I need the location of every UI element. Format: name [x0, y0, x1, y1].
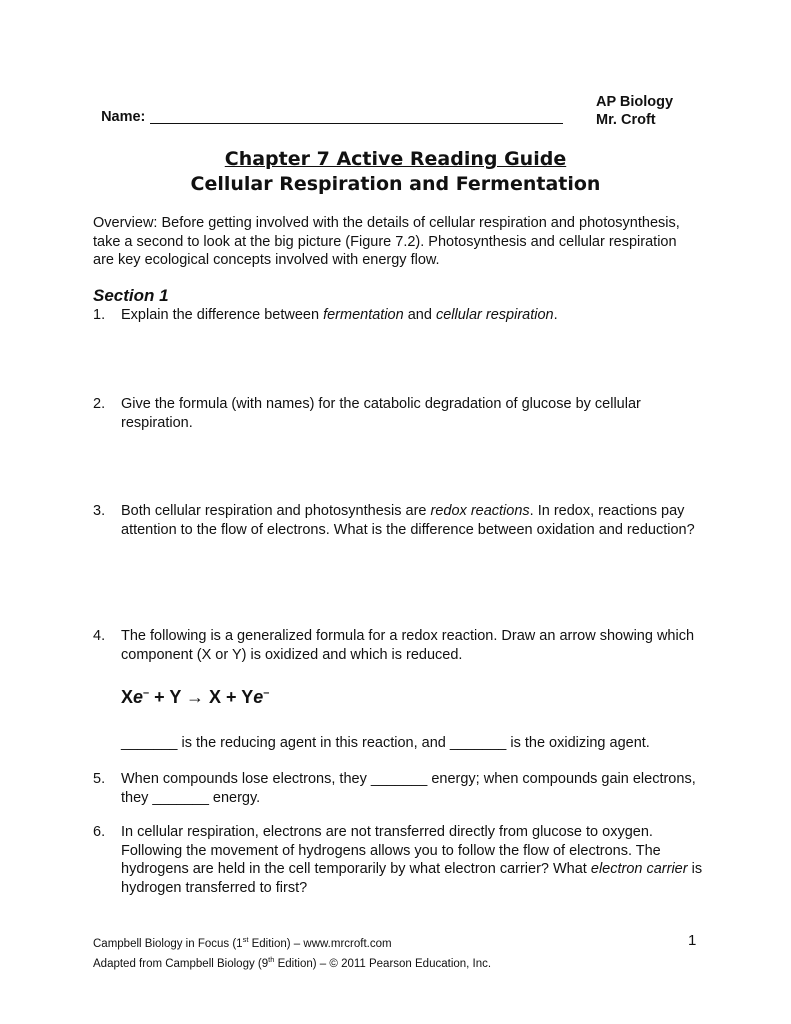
- question-number: 1.: [93, 307, 106, 323]
- question-2: [93, 395, 703, 432]
- chapter-subtitle: Cellular Respiration and Fermentation: [190, 173, 601, 195]
- agent-fill-in: _______ is the reducing agent in this reaction, and _______ is the oxidizing agent.: [121, 735, 650, 751]
- name-blank-line[interactable]: [150, 109, 563, 124]
- question-4: [93, 627, 703, 664]
- question-number: 6.: [93, 824, 106, 840]
- overview-paragraph: Overview: Before getting involved with the details of cellular respiration and photosynthesis, take a second to look at the big picture (Figure 7.2). Photosynthesis and cellular respiration are key ecological concepts involved with energy flow.: [93, 215, 680, 268]
- chapter-title: Chapter 7 Active Reading Guide: [224, 148, 567, 170]
- footer-line-1: Campbell Biology in Focus (1st Edition) – www.mrcroft.com: [93, 935, 392, 950]
- question-text: Both cellular respiration and photosynthesis are redox reactions. In redox, reactions pay attention to the flow of electrons. What is the difference between oxidation and reduction?: [121, 503, 695, 538]
- question-5: [93, 770, 703, 807]
- course-info: [596, 93, 673, 129]
- question-number: 4.: [93, 628, 106, 644]
- question-1: [93, 306, 703, 325]
- teacher-name: Mr. Croft: [596, 112, 656, 128]
- page-footer: [93, 932, 491, 972]
- question-text: In cellular respiration, electrons are not transferred directly from glucose to oxygen. Following the movement of hydrogens allows you to follow the flow of electrons. The hydrogens are held in the cell temporarily by what electron carrier? What electron carrier is hydrogen transferred to first?: [121, 824, 703, 896]
- footer-line-2: Adapted from Campbell Biology (9th Edition) – © 2011 Pearson Education, Inc.: [93, 955, 492, 970]
- question-6: [93, 823, 703, 897]
- question-text: Give the formula (with names) for the catabolic degradation of glucose by cellular respiration.: [121, 396, 641, 431]
- redox-formula: Xe– + Y → X + Ye–: [121, 687, 270, 707]
- course-title: AP Biology: [596, 94, 674, 110]
- page-number: 1: [688, 932, 697, 949]
- question-number: 5.: [93, 771, 106, 787]
- question-text: Explain the difference between fermentation and cellular respiration.: [121, 307, 558, 323]
- name-label: Name:: [101, 109, 146, 125]
- question-number: 3.: [93, 503, 106, 519]
- question-text: When compounds lose electrons, they _______ energy; when compounds gain electrons, they _______ energy.: [121, 771, 696, 806]
- question-text: The following is a generalized formula for a redox reaction. Draw an arrow showing which component (X or Y) is oxidized and which is reduced.: [121, 628, 695, 663]
- arrow-icon: →: [186, 687, 205, 707]
- section-heading: Section 1: [93, 286, 169, 305]
- name-field: [93, 93, 563, 125]
- question-3: [93, 502, 703, 539]
- question-number: 2.: [93, 396, 106, 412]
